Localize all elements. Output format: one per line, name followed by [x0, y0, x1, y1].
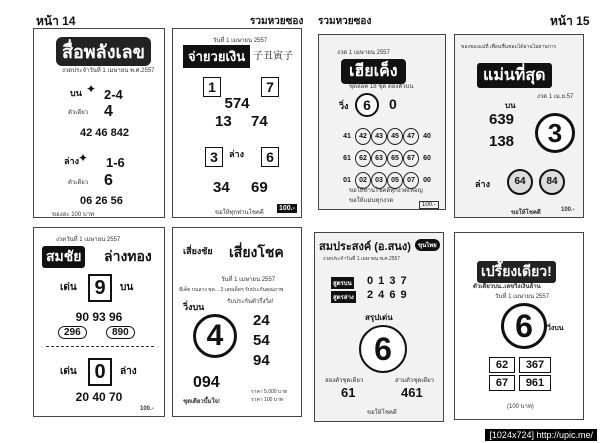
card-hiakeng [318, 34, 446, 210]
card2-price: 100.- [279, 205, 295, 212]
card4-price: 100.- [561, 207, 575, 213]
card3-grid-cell: 01 [343, 177, 351, 184]
card3-grid-cell: 60 [423, 155, 431, 162]
card-somchai-langtong [33, 227, 165, 417]
card5-oval-1: 296 [58, 326, 87, 339]
card3-grid-cell: 63 [371, 150, 387, 167]
card5-up-label: บน [120, 282, 134, 293]
card2-date: วันที่ 1 เมษายน 2557 [213, 38, 268, 44]
card3-grid-cell: 41 [343, 133, 351, 140]
card6-big-number: 4 [193, 314, 237, 358]
card-suepalanglek [33, 28, 165, 218]
card7-note: ขอให้โชคดี [367, 410, 397, 416]
card5-oval-2: 890 [106, 326, 135, 339]
card4-lower-1: 64 [507, 169, 533, 195]
card7-row-2-label: สูตรล่าง [331, 291, 356, 303]
card5-row-2: 20 40 70 [75, 390, 123, 404]
card8-subtitle: ตัวเดียวบน..เลขวิ่งเงินล้าน [473, 284, 541, 290]
page-number-left: หน้า 14 [36, 14, 76, 28]
card7-badge: ขุนไทย [415, 239, 440, 251]
card3-title: เฮียเค็ง [341, 59, 406, 84]
section-title-left: รวมหวยซอง [250, 16, 304, 27]
card7-row-1-label: สูตรบน [331, 277, 354, 289]
card6-date: วันที่ 1 เมษายน 2557 [221, 277, 276, 283]
card2-digit-2: 7 [261, 77, 279, 97]
card6-number-3: 94 [253, 352, 270, 369]
card4-date: งวด 1 เม.ย.57 [537, 94, 574, 100]
card-siangchoke [172, 227, 302, 417]
watermark: [1024x724] http://upic.me/ [485, 429, 597, 441]
card5-row-1: 90 93 96 [75, 310, 123, 324]
section-title-right: รวมหวยซอง [318, 16, 372, 27]
card6-number-2: 54 [253, 332, 270, 349]
card3-grid-cell: 40 [423, 133, 431, 140]
card3-grid-cell: 00 [423, 177, 431, 184]
card2-number-4: 34 [213, 179, 230, 196]
card5-run-1: 9 [88, 274, 112, 302]
card8-price: (100 บาท) [507, 404, 534, 410]
card5-run-label-2: เด่น [60, 366, 77, 377]
card5-down-label: ล่าง [120, 366, 137, 377]
card-somprasong [314, 232, 444, 422]
card6-price-2: ราคา 100 บาท [251, 397, 284, 403]
card3-price: 100.- [419, 201, 439, 209]
card7-row-2: 2 4 6 9 [367, 289, 408, 301]
card3-main-number-2: 0 [389, 96, 397, 112]
card7-s1: 61 [341, 385, 356, 400]
card6-foot: ชุดเดียวบึ้มใจ! [183, 399, 221, 405]
card3-grid-cell: 45 [387, 128, 403, 145]
card1-price: ของละ 100 บาท [52, 212, 95, 218]
card3-grid-cell: 02 [355, 172, 371, 189]
card5-title-a: สมชัย [42, 246, 85, 268]
card1-lower-label: ล่าง [64, 156, 79, 166]
card5-run-label: เด่น [60, 282, 77, 293]
card2-chinese: 子丑寅子 [253, 51, 293, 62]
card8-num-3: 67 [489, 375, 515, 391]
card6-price-1: ราคา 5,000 บาท [251, 389, 288, 395]
card8-date: วันที่ 1 เมษายน 2557 [495, 294, 550, 300]
card3-main-label: วิ่ง [339, 101, 349, 111]
card-maentisud [454, 34, 584, 218]
card8-num-1: 62 [489, 357, 515, 373]
card7-center-label: สรุปเด่น [365, 313, 393, 322]
card4-number-2: 138 [489, 133, 515, 150]
card5-run-2: 0 [88, 358, 112, 386]
card7-s1-label: สองตัวชุดเดียว [325, 378, 364, 384]
card1-lower-list: 06 26 56 [80, 195, 123, 207]
card6-logo: เสี่ยงชัย [183, 246, 213, 256]
card5-date: งวดวันที่ 1 เมษายน 2557 [56, 237, 121, 243]
card1-lower-single-label: ตัวเดียว [68, 180, 89, 186]
card3-grid-cell: 61 [343, 155, 351, 162]
card3-grid-cell: 03 [371, 172, 387, 189]
card2-note: ขอให้ทุกท่านโชคดี [215, 210, 264, 216]
card4-upper-label: บน [505, 101, 516, 110]
card3-grid-cell: 67 [403, 150, 419, 167]
card2-digit-1: 1 [203, 77, 221, 97]
card6-number-4: 094 [193, 374, 220, 391]
card7-date: งวดประจำวันที่ 1 เมษายน พ.ศ.2557 [323, 256, 401, 262]
card7-s2-label: สามตัวชุดเดียว [395, 378, 435, 384]
card5-price: 100.- [140, 406, 154, 412]
card1-lower-pair: 1-6 [106, 155, 125, 170]
card3-grid-cell: 42 [355, 128, 371, 145]
card2-digit-3: 3 [205, 147, 223, 167]
card7-big-number: 6 [359, 325, 407, 373]
card6-run-label: วิ่งบน [183, 302, 205, 312]
card5-title-b: ล่างทอง [104, 248, 152, 264]
card1-title: สื่อพลังเลข [56, 37, 151, 66]
card1-upper-list: 42 46 842 [80, 127, 129, 139]
card2-number-2: 13 [215, 113, 232, 130]
card7-title: สมประสงค์ (อ.สนง) [319, 241, 411, 253]
card-priangdiew [454, 232, 584, 420]
card1-upper-single: 4 [104, 103, 113, 120]
card7-row-1: 0 1 3 7 [367, 275, 408, 287]
card3-grid-cell: 47 [403, 128, 419, 145]
card8-title: เปรี้ยงเดียว! [477, 261, 556, 283]
card1-upper-label: บน [70, 88, 82, 98]
card3-main-number: 6 [355, 93, 379, 117]
card4-lower-2: 84 [539, 169, 565, 195]
card3-note-2: ขอให้แม่นทุกงวด [349, 198, 394, 204]
card4-note: ขอให้โชคดี [511, 210, 541, 216]
card2-digit-4: 6 [261, 147, 279, 167]
card8-big-number: 6 [501, 303, 547, 349]
card5-divider [46, 346, 154, 347]
card7-s2: 461 [401, 385, 423, 400]
card1-upper-pair: 2-4 [104, 87, 123, 102]
card3-grid-cell: 43 [371, 128, 387, 145]
card6-title: เสี่ยงโชค [229, 244, 284, 260]
card1-devil-icon: ✦ [78, 151, 89, 165]
card3-grid-row [339, 127, 435, 146]
card3-grid-cell: 07 [403, 172, 419, 189]
card-jaiwuaingern [172, 28, 302, 218]
card4-lower-label: ล่าง [475, 179, 490, 189]
card1-lower-single: 6 [104, 172, 113, 189]
card4-big-number: 3 [535, 113, 575, 153]
card4-top: ของของแม่ที่ เพื่อนชื่นชอบได้อ่านไม่ผ่านการ [461, 44, 557, 50]
card3-grid-row [339, 149, 435, 168]
card2-number-5: 69 [251, 179, 268, 196]
card6-sub-1: ทีเด็ด บนลาง ชุด... 3 เลขเด็ดๆ รับประกันคุณภาพ [179, 287, 284, 293]
card3-grid-cell: 05 [387, 172, 403, 189]
card3-grid [339, 127, 435, 190]
card1-upper-single-label: ตัวเดียว [68, 110, 89, 116]
card8-num-4: 961 [519, 375, 551, 391]
card2-number-1: 574 [224, 95, 250, 112]
card2-number-3: 74 [251, 113, 268, 130]
card6-number-1: 24 [253, 312, 270, 329]
card3-grid-cell: 62 [355, 150, 371, 167]
card8-num-2: 367 [519, 357, 551, 373]
card6-sub-2: รับประกันตัวรึ่งวิ่ง! [227, 299, 274, 305]
card4-title: แม่นที่สุด [477, 63, 552, 88]
card2-title: จ่ายวยเงิน [183, 45, 250, 68]
card3-grid-cell: 65 [387, 150, 403, 167]
card4-number-1: 639 [489, 111, 515, 128]
card1-subtitle: งวดประจำวันที่ 1 เมษายน พ.ศ.2557 [62, 68, 155, 74]
card1-angel-icon: ✦ [86, 82, 97, 96]
card8-big-label: วิ่งบน [547, 325, 564, 332]
card2-lower-label: ล่าง [229, 149, 244, 159]
card3-note-1: ขอให้ท่านโชคดีทุกงวดเทอญ [349, 188, 423, 194]
card3-date: งวด 1 เมษายน 2557 [337, 50, 390, 56]
card3-subtitle: ชุดล็อค 18 ชุด ตองตัวบน [349, 84, 414, 90]
page-number-right: หน้า 15 [550, 14, 590, 28]
